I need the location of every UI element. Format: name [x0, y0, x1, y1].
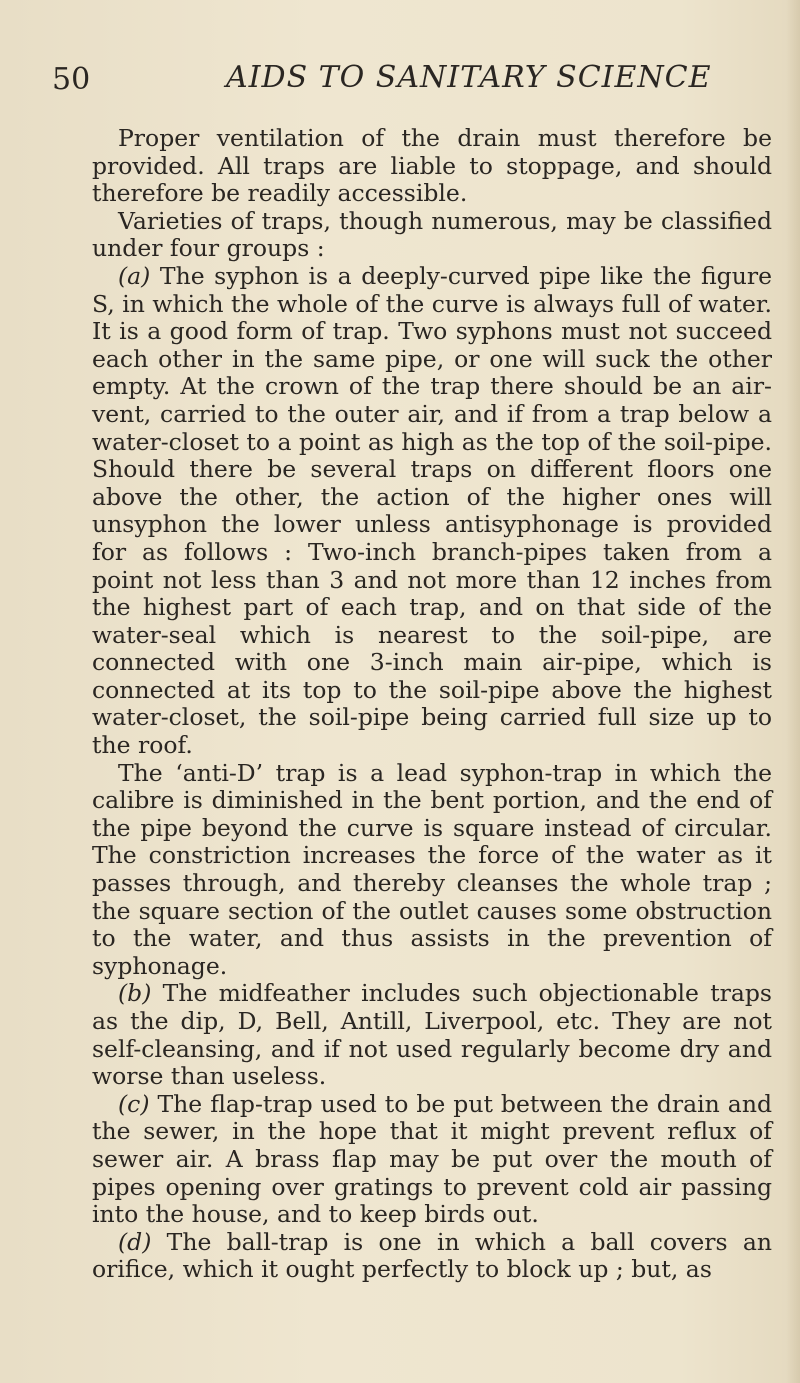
paragraph-syphon [92, 263, 772, 760]
paragraph-text: Varieties of traps, though numerous, may be classified under four groups : [92, 206, 772, 263]
body-text [92, 125, 772, 1284]
paragraph-varieties [92, 208, 772, 263]
running-head: AIDS TO SANITARY SCIENCE [226, 60, 712, 95]
item-label: (a) [118, 261, 151, 290]
paragraph-text: The syphon is a deeply-curved pipe like the figure S, in which the whole of the curve is always full of water. It is a good form of trap. Two syphons must not succeed each other in the same pipe, or one will suck the other empty. At the crown of the trap there should be an air-vent, carried to the outer air, and if from a trap below a water-closet to a point as high as the top of the soil-pipe. Should there be several traps on different floors one above the other, the action of the higher ones will unsyphon the lower unless antisyphonage is provided for as follows : Two-inch branch-pipes taken from a point not less than 3 and not more than 12 inches from the highest part of each trap, and on that side of the water-seal which is nearest to the soil-pipe, are connected with one 3-inch main air-pipe, which is connected at its top to the soil-pipe above the highest water-closet, the soil-pipe being carried full size up to the roof. [92, 261, 772, 760]
paragraph-text: The ‘anti-D’ trap is a lead syphon-trap in which the calibre is diminished in the bent portion, and the end of the pipe beyond the curve is square instead of circular. The constriction increases the force of the water as it passes through, and thereby cleanses the whole trap ; the square section of the outlet causes some obstruction to the water, and thus assists in the prevention of syphonage. [92, 758, 772, 980]
paragraph-flap-trap [92, 1091, 772, 1229]
paragraph-text: Proper ventilation of the drain must therefore be provided. All traps are liable to stoppage, and should therefore be readily accessible. [92, 124, 772, 208]
paragraph-text: The midfeather includes such objectionable traps as the dip, D, Bell, Antill, Liverpool, etc. They are not self-cleansing, and if not used regularly become dry and worse than useless. [92, 979, 772, 1091]
paragraph-midfeather [92, 980, 772, 1090]
page-edge-shadow [786, 0, 800, 1383]
paragraph-text: The flap-trap used to be put between the drain and the sewer, in the hope that it might prevent reflux of sewer air. A brass flap may be put over the mouth of pipes opening over gratings to prevent cold air passing into the house, and to keep birds out. [92, 1089, 772, 1229]
page-number: 50 [52, 62, 91, 97]
paragraph-ball-trap [92, 1229, 772, 1284]
page-header [0, 60, 800, 100]
item-label: (d) [118, 1227, 152, 1256]
paragraph-text: The ball-trap is one in which a ball covers an orifice, which it ought perfectly to block up ; but, as [92, 1227, 772, 1284]
paragraph-ventilation [92, 125, 772, 208]
item-label: (b) [118, 979, 152, 1008]
item-label: (c) [118, 1089, 150, 1118]
paragraph-anti-d [92, 760, 772, 981]
